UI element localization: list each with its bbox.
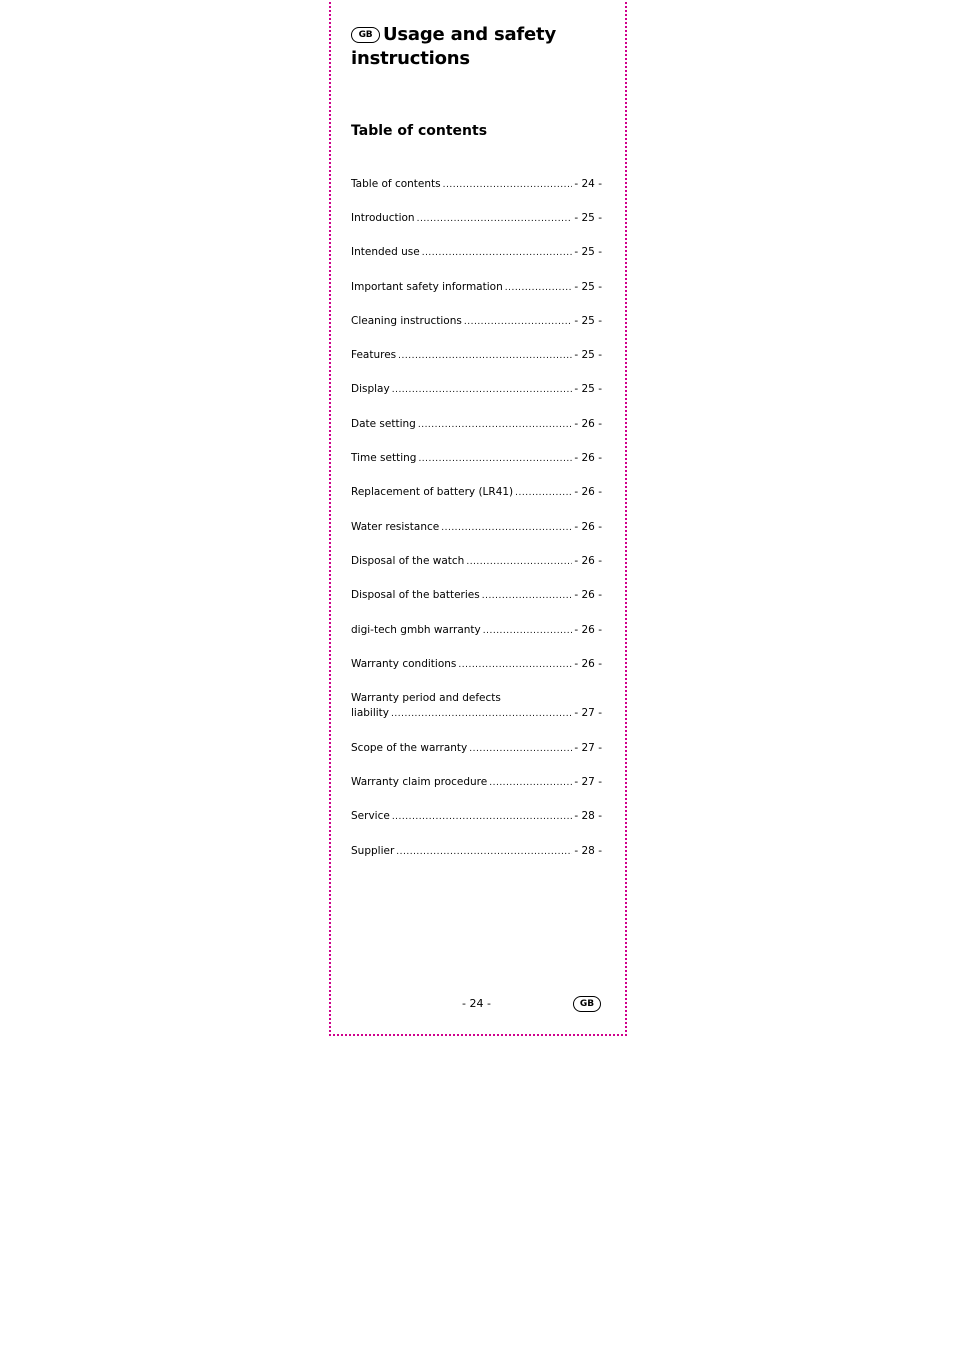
- toc-entry[interactable]: [351, 451, 602, 467]
- toc-entry-page: - 26 -: [574, 658, 602, 670]
- toc-entry[interactable]: [351, 775, 602, 791]
- toc-entry[interactable]: [351, 623, 602, 639]
- toc-entry-label: Service: [351, 810, 390, 822]
- toc-dot-leader: [398, 349, 572, 364]
- toc-entry[interactable]: [351, 588, 602, 604]
- page-crop-border: [329, 0, 627, 1036]
- footer-page-number: - 24 -: [462, 997, 491, 1010]
- toc-entry-page: - 24 -: [574, 178, 602, 190]
- toc-entry-page: - 25 -: [574, 315, 602, 327]
- toc-entry-label: Replacement of battery (LR41): [351, 486, 514, 498]
- toc-dot-leader: [443, 178, 573, 193]
- toc-entry[interactable]: [351, 211, 602, 227]
- toc-entry-page: - 27 -: [574, 776, 602, 788]
- toc-entry-label: Disposal of the watch: [351, 555, 465, 567]
- toc-entry[interactable]: [351, 314, 602, 330]
- toc-entry-label: digi-tech gmbh warranty: [351, 624, 481, 636]
- page-title: [351, 23, 602, 71]
- toc-entry-label: Display: [351, 383, 390, 395]
- toc-entry[interactable]: [351, 417, 602, 433]
- toc-entry-page: - 25 -: [574, 383, 602, 395]
- toc-dot-leader: [418, 418, 573, 433]
- toc-entry-page: - 25 -: [574, 281, 602, 293]
- toc-dot-leader: [458, 658, 572, 673]
- toc-entry[interactable]: [351, 554, 602, 570]
- toc-dot-leader: [515, 486, 572, 501]
- toc-entry-label: Water resistance: [351, 521, 440, 533]
- toc-entry-label: Time setting: [351, 452, 417, 464]
- toc-entry-page: - 26 -: [574, 521, 602, 533]
- toc-entry-page: - 28 -: [574, 810, 602, 822]
- toc-entry-label: Features: [351, 349, 397, 361]
- toc-entry[interactable]: [351, 485, 602, 501]
- toc-entry[interactable]: [351, 809, 602, 825]
- toc-entry-label: Intended use: [351, 246, 420, 258]
- page-title-text: Usage and safety instructions: [351, 24, 556, 69]
- toc-entry-page: - 26 -: [574, 452, 602, 464]
- toc-entry-page: - 26 -: [574, 624, 602, 636]
- toc-dot-leader: [466, 555, 572, 570]
- toc-entry[interactable]: [351, 245, 602, 261]
- toc-entry[interactable]: [351, 741, 602, 757]
- toc-dot-leader: [441, 521, 572, 536]
- toc-entry[interactable]: [351, 177, 602, 193]
- toc-entry-label: Introduction: [351, 212, 415, 224]
- toc-entry-label: Date setting: [351, 418, 416, 430]
- toc-entry-label: Scope of the warranty: [351, 742, 468, 754]
- toc-dot-leader: [392, 810, 573, 825]
- toc-dot-leader: [489, 776, 572, 791]
- toc-entry-page: - 26 -: [574, 555, 602, 567]
- toc-dot-leader: [418, 452, 572, 467]
- toc-dot-leader: [392, 383, 573, 398]
- toc-entry-label: Warranty claim procedure: [351, 776, 488, 788]
- toc-entry-page: - 28 -: [574, 845, 602, 857]
- toc-entry-page: - 25 -: [574, 246, 602, 258]
- toc-dot-leader: [417, 212, 573, 227]
- toc-entry-page: - 25 -: [574, 349, 602, 361]
- toc-dot-leader: [505, 281, 573, 296]
- toc-dot-leader: [391, 707, 572, 722]
- toc-entry[interactable]: [351, 657, 602, 673]
- toc-entry-page: - 27 -: [574, 742, 602, 754]
- toc-entry[interactable]: [351, 348, 602, 364]
- toc-entry-label-line1: Warranty period and defects: [351, 692, 501, 704]
- toc-entry[interactable]: [351, 691, 602, 722]
- toc-entry-page: - 26 -: [574, 486, 602, 498]
- footer-language-badge-gb: GB: [573, 996, 601, 1012]
- toc-dot-leader: [396, 845, 572, 860]
- toc-dot-leader: [464, 315, 573, 330]
- toc-entry[interactable]: [351, 520, 602, 536]
- toc-entry-page: - 26 -: [574, 589, 602, 601]
- toc-entry-page: - 26 -: [574, 418, 602, 430]
- toc-entry-label: Supplier: [351, 845, 395, 857]
- toc-dot-leader: [422, 246, 573, 261]
- toc-entry-label: liability: [351, 707, 390, 719]
- toc-dot-leader: [482, 589, 573, 604]
- toc-entry-label: Cleaning instructions: [351, 315, 462, 327]
- toc-entry[interactable]: [351, 280, 602, 296]
- toc-dot-leader: [483, 624, 573, 639]
- toc-entry[interactable]: [351, 382, 602, 398]
- toc-entry-page: - 27 -: [574, 707, 602, 719]
- language-badge-gb: GB: [351, 27, 380, 43]
- toc-dot-leader: [469, 742, 572, 757]
- toc-entry-label: Table of contents: [351, 178, 441, 190]
- toc-heading: Table of contents: [351, 123, 488, 139]
- toc-entry[interactable]: [351, 844, 602, 860]
- toc-entry-page: - 25 -: [574, 212, 602, 224]
- toc-entry-label: Important safety information: [351, 281, 503, 293]
- toc-entry-label: Disposal of the batteries: [351, 589, 480, 601]
- toc-entry-label: Warranty conditions: [351, 658, 457, 670]
